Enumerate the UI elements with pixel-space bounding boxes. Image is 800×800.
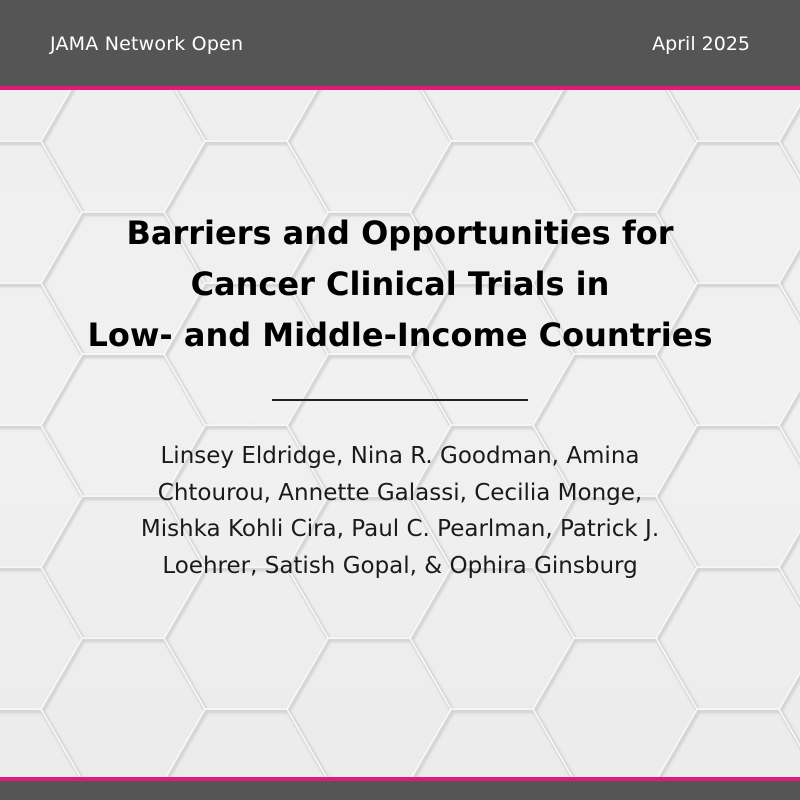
hexagon-outline [0,567,82,709]
hexagon-shadow [658,569,800,711]
hexagon-outline [41,90,205,212]
hexagon-outline [0,709,82,780]
author-line-1: Linsey Eldridge, Nina R. Goodman, Amina [160,443,640,469]
article-title [20,208,780,361]
hexagon-shadow [412,711,576,780]
hexagon-shadow [289,640,453,780]
hexagon-shadow [658,90,800,143]
hexagon-shadow [535,90,699,214]
hexagon-shadow [658,711,800,780]
hexagon-shadow [289,90,453,214]
author-list [50,438,750,584]
hexagon-shadow [781,214,800,356]
hexagon-shadow [412,569,576,711]
hexagon-shadow [0,569,84,711]
hexagon-shadow [781,640,800,780]
hexagon-outline [779,90,800,212]
hexagon-outline [656,90,800,141]
hexagon-shadow [0,90,84,143]
title-line-3: Low- and Middle-Income Countries [87,316,713,354]
publication-date: April 2025 [652,33,750,55]
hexagon-outline [656,567,800,709]
author-line-2: Chtourou, Annette Galassi, Cecilia Monge, [157,479,643,506]
author-line-3: Mishka Kohli Cira, Paul C. Pearlman, Patrick J. [140,516,660,542]
footer-bar [0,777,800,800]
hexagon-shadow [781,356,800,498]
journal-name: JAMA Network Open [50,33,244,55]
hexagon-shadow [0,711,84,780]
header-bar [0,0,800,90]
hexagon-shadow [43,90,207,214]
hexagon-outline [287,90,451,212]
hexagon-background-pattern [0,90,800,780]
hexagon-shadow [43,640,207,780]
hexagon-grid [0,90,800,780]
author-line-4: Loehrer, Satish Gopal, & Ophira Ginsburg [162,552,638,579]
hexagon-shadow [166,569,330,711]
hexagon-shadow [781,498,800,640]
hexagon-outline [533,90,697,212]
title-line-2: Cancer Clinical Trials in [190,265,610,303]
hexagon-shadow [166,711,330,780]
hexagon-shadow [535,640,699,780]
title-line-1: Barriers and Opportunities for [126,214,674,252]
title-divider [272,399,528,401]
